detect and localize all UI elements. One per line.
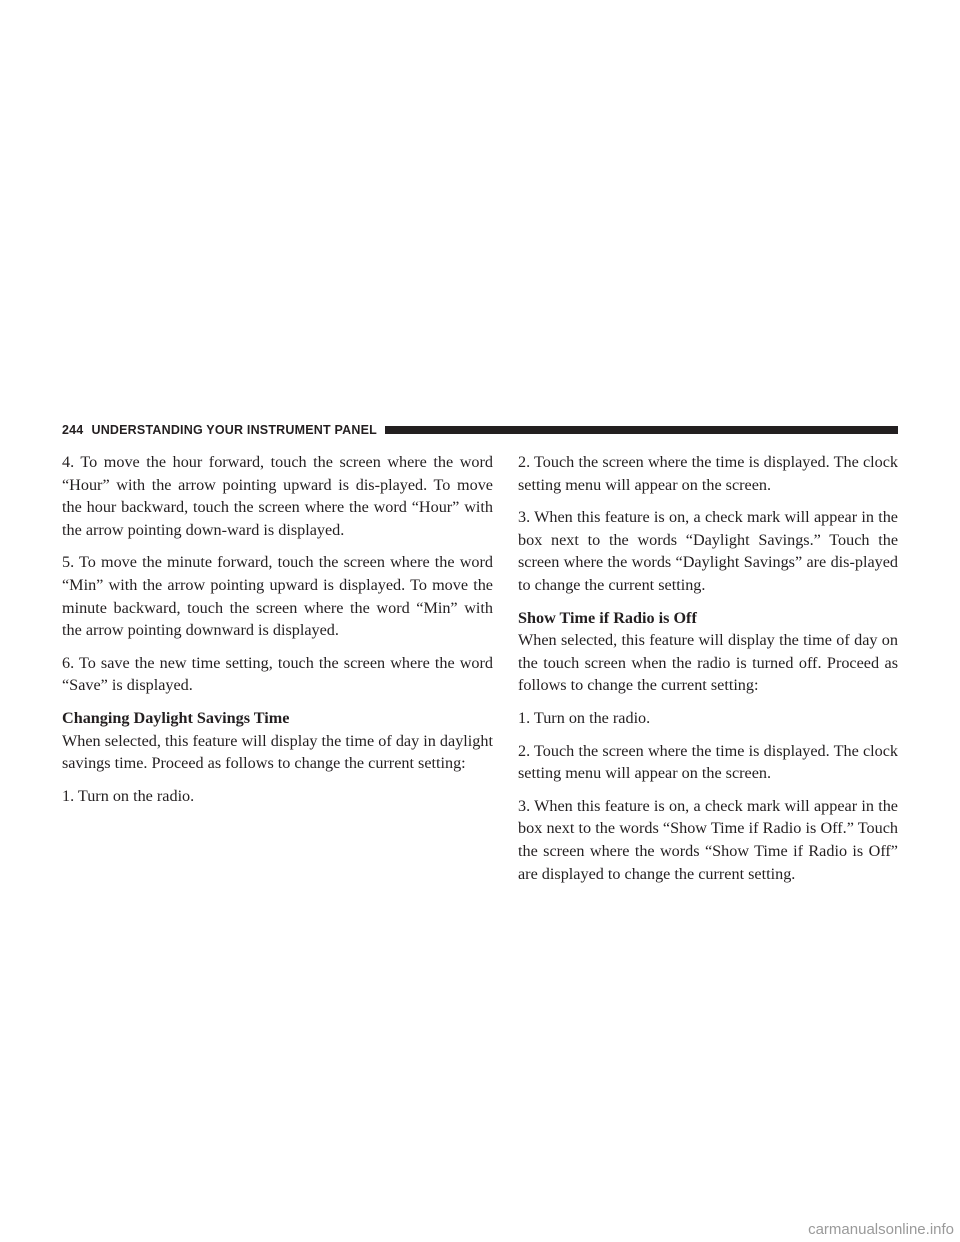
show-time-step-2: 2. Touch the screen where the time is displayed. The clock setting menu will appear on the screen. — [518, 741, 898, 783]
daylight-savings-step-3: 3. When this feature is on, a check mark will appear in the box next to the words “Daylight Savings.” Touch the screen where the words “Daylight Savings” are dis-played to change the current setting. — [518, 508, 898, 594]
left-column — [62, 451, 493, 807]
show-time-step-3: 3. When this feature is on, a check mark will appear in the box next to the words “Show Time if Radio is Off.” Touch the screen where the words “Show Time if Radio is Off” are displayed to change the current setting. — [518, 796, 898, 883]
page-number: 244 — [62, 423, 84, 437]
daylight-savings-step-1: 1. Turn on the radio. — [62, 786, 195, 805]
footer-watermark: carmanualsonline.info — [808, 1221, 954, 1238]
daylight-savings-heading: Changing Daylight Savings Time — [62, 708, 290, 727]
right-column — [518, 451, 898, 885]
step-5-paragraph: 5. To move the minute forward, touch the screen where the word “Min” with the arrow pointing upward is displayed. To move the minute backward, touch the screen where the word “Min” with the arrow pointing downward is displayed. — [62, 553, 493, 640]
daylight-savings-step-2: 2. Touch the screen where the time is displayed. The clock setting menu will appear on the screen. — [518, 453, 898, 494]
header-rule — [385, 426, 898, 434]
step-4-paragraph: 4. To move the hour forward, touch the screen where the word “Hour” with the arrow pointing upward is dis-played. To move the hour backward, touch the screen where the word “Hour” with the arrow pointing down-ward is displayed. — [62, 453, 493, 539]
show-time-radio-off-heading: Show Time if Radio is Off — [518, 608, 697, 627]
show-time-step-1: 1. Turn on the radio. — [518, 708, 651, 727]
daylight-savings-intro: When selected, this feature will display the time of day in daylight savings time. Proceed as follows to change the current setting: — [62, 731, 493, 773]
step-6-paragraph: 6. To save the new time setting, touch the screen where the word “Save” is displayed. — [62, 653, 493, 695]
show-time-radio-off-intro: When selected, this feature will display the time of day on the touch screen when the radio is turned off. Proceed as follows to change the current setting: — [518, 631, 898, 695]
section-title: UNDERSTANDING YOUR INSTRUMENT PANEL — [91, 423, 377, 437]
page-header — [62, 422, 898, 438]
